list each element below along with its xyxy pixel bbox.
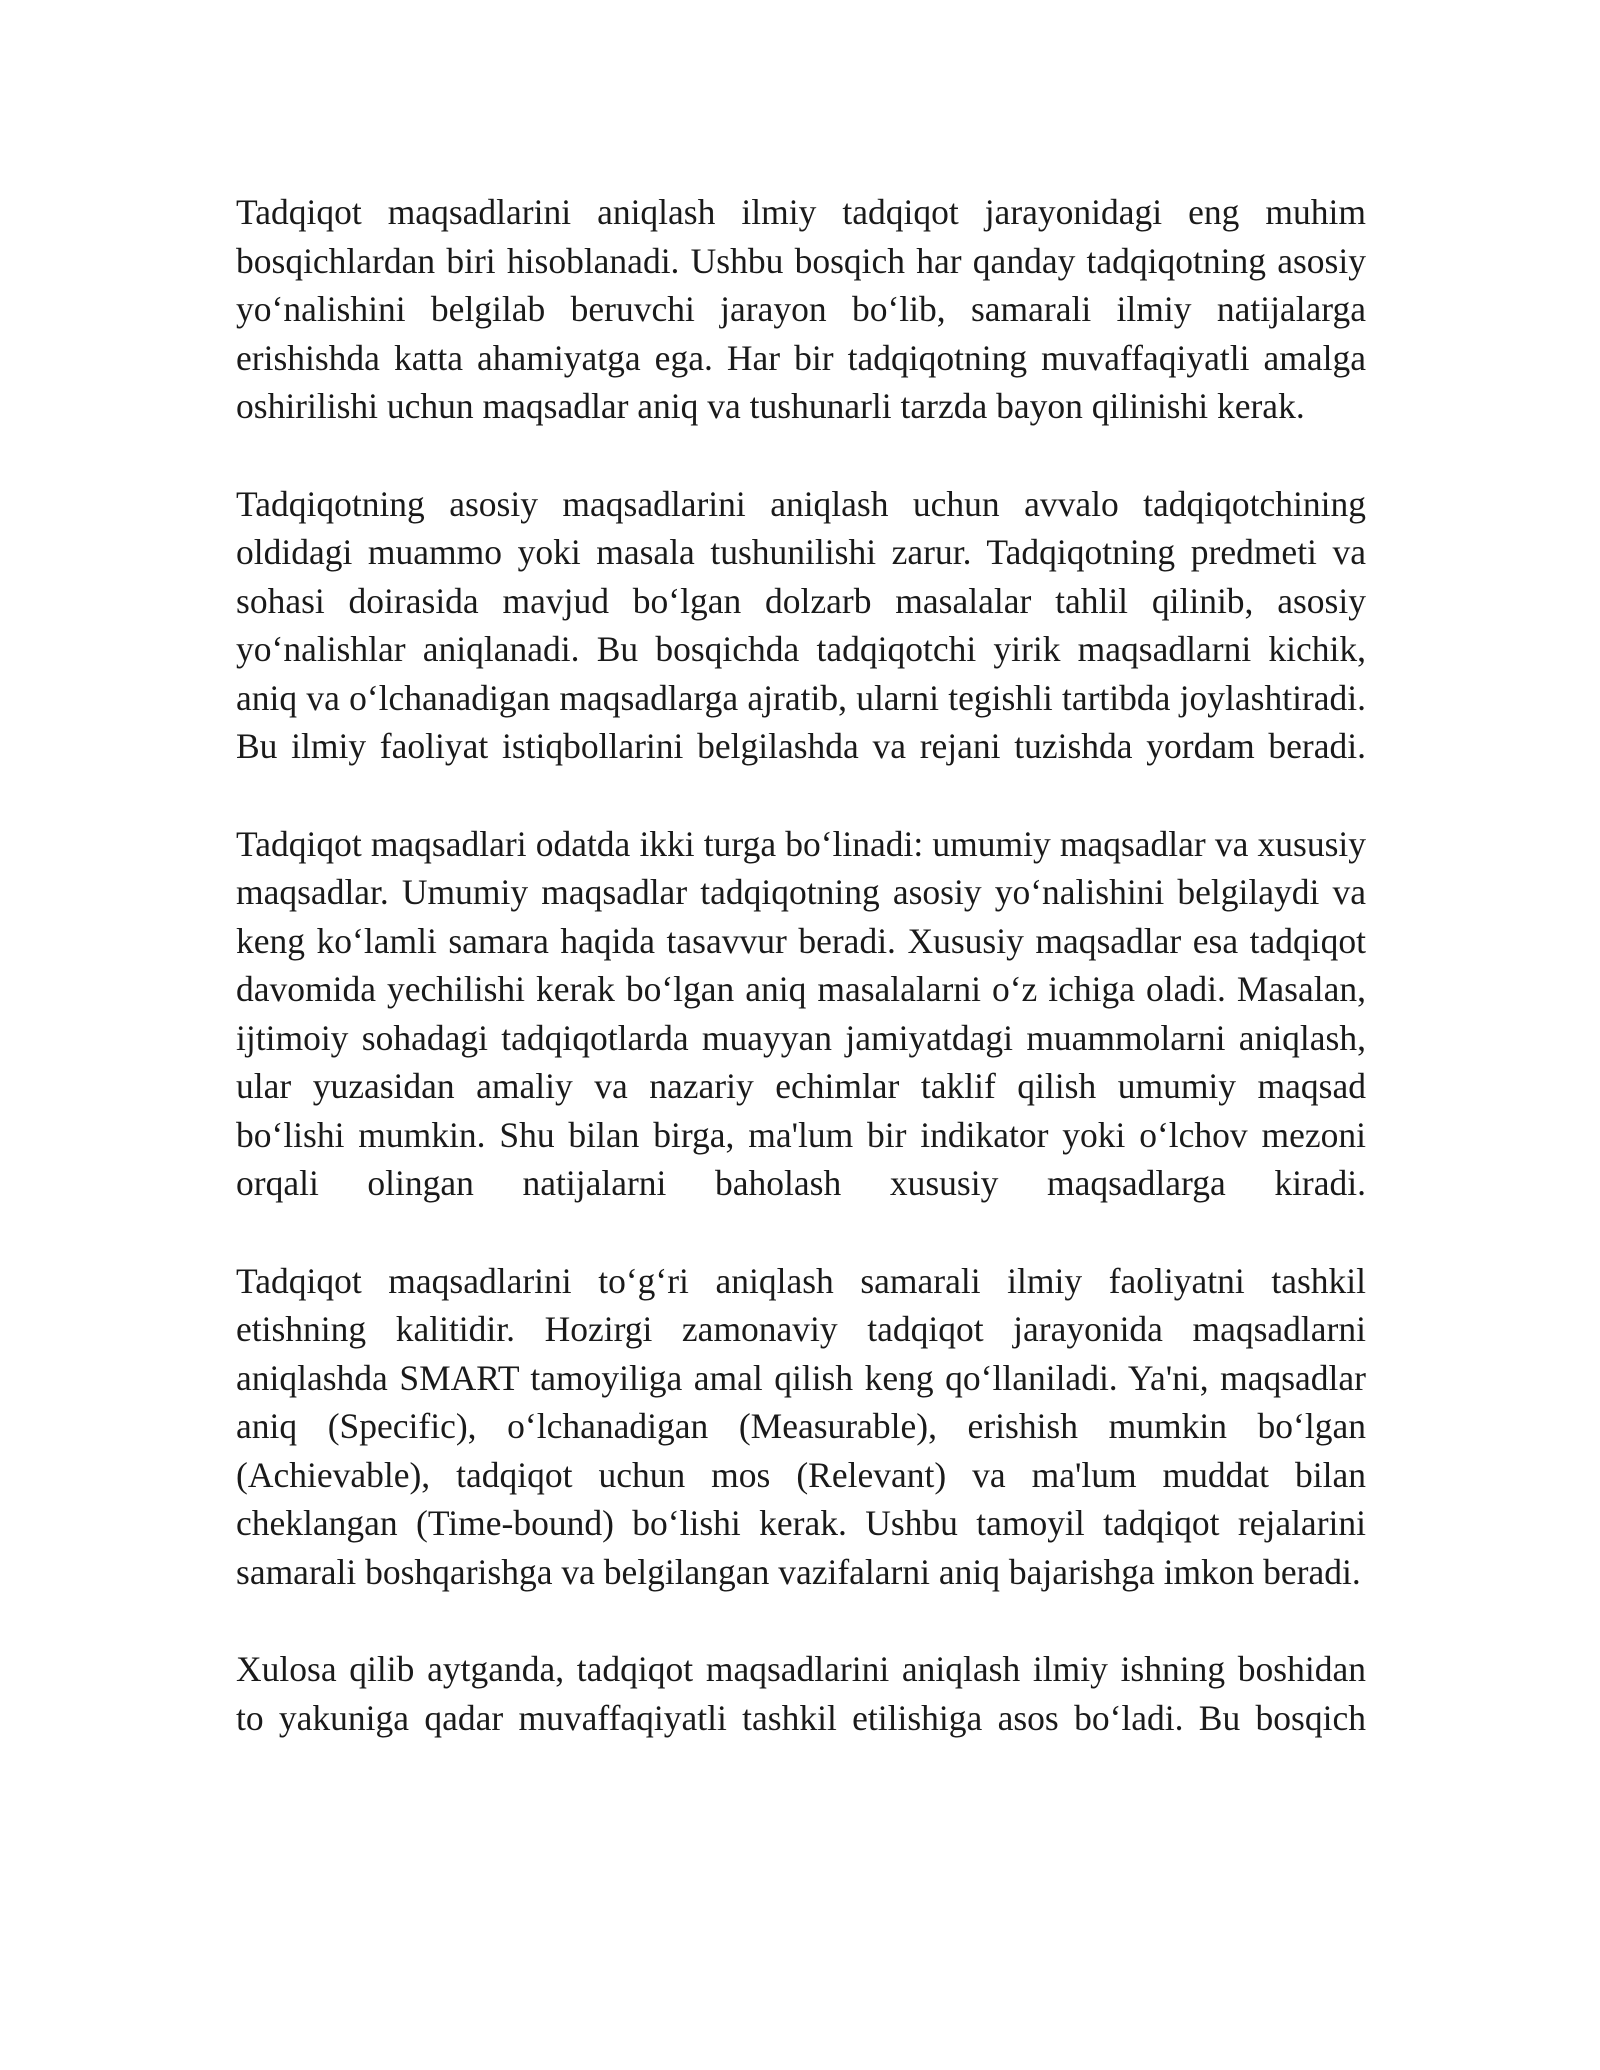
paragraph-1: Tadqiqot maqsadlarini aniqlash ilmiy tadqiqot jarayonidagi eng muhim bosqichlardan biri hisoblanadi. Ushbu bosqich har qanday tadqiqotning asosiy yo‘nalishini belgilab beruvchi jarayon bo‘lib, samarali ilmiy natijalarga erishishda katta ahamiyatga ega. Har bir tadqiqotning muvaffaqiyatli amalga oshirilishi uchun maqsadlar aniq va tushunarli tarzda bayon qilinishi kerak.	[236, 192, 1366, 426]
paragraph-3: Tadqiqot maqsadlari odatda ikki turga bo‘linadi: umumiy maqsadlar va xususiy maqsadlar. Umumiy maqsadlar tadqiqotning asosiy yo‘nalishini belgilaydi va keng ko‘lamli samara haqida tasavvur beradi. Xususiy maqsadlar esa tadqiqot davomida yechilishi kerak bo‘lgan aniq masalalarni o‘z ichiga oladi. Masalan, ijtimoiy sohadagi tadqiqotlarda muayyan jamiyatdagi muammolarni aniqlash, ular yuzasidan amaliy va nazariy echimlar taklif qilish umumiy maqsad bo‘lishi mumkin. Shu bilan birga, ma'lum bir indikator yoki o‘lchov mezoni orqali olingan natijalarni baholash xususiy maqsadlarga kiradi.	[236, 823, 1366, 1203]
paragraph-5: Xulosa qilib aytganda, tadqiqot maqsadlarini aniqlash ilmiy ishning boshidan to yakuniga qadar muvaffaqiyatli tashkil etilishiga asos bo‘ladi. Bu bosqich	[236, 1649, 1366, 1738]
document-body	[236, 188, 1366, 1791]
paragraph-4: Tadqiqot maqsadlarini to‘g‘ri aniqlash samarali ilmiy faoliyatni tashkil etishning kalitidir. Hozirgi zamonaviy tadqiqot jarayonida maqsadlarni aniqlashda SMART tamoyiliga amal qilish keng qo‘llaniladi. Ya'ni, maqsadlar aniq (Specific), o‘lchanadigan (Measurable), erishish mumkin bo‘lgan (Achievable), tadqiqot uchun mos (Relevant) va ma'lum muddat bilan cheklangan (Time-bound) bo‘lishi kerak. Ushbu tamoyil tadqiqot rejalarini samarali boshqarishga va belgilangan vazifalarni aniq bajarishga imkon beradi.	[236, 1260, 1366, 1592]
paragraph-2: Tadqiqotning asosiy maqsadlarini aniqlash uchun avvalo tadqiqotchining oldidagi muammo yoki masala tushunilishi zarur. Tadqiqotning predmeti va sohasi doirasida mavjud bo‘lgan dolzarb masalalar tahlil qilinib, asosiy yo‘nalishlar aniqlanadi. Bu bosqichda tadqiqotchi yirik maqsadlarni kichik, aniq va o‘lchanadigan maqsadlarga ajratib, ularni tegishli tartibda joylashtiradi. Bu ilmiy faoliyat istiqbollarini belgilashda va rejani tuzishda yordam beradi.	[236, 483, 1366, 766]
